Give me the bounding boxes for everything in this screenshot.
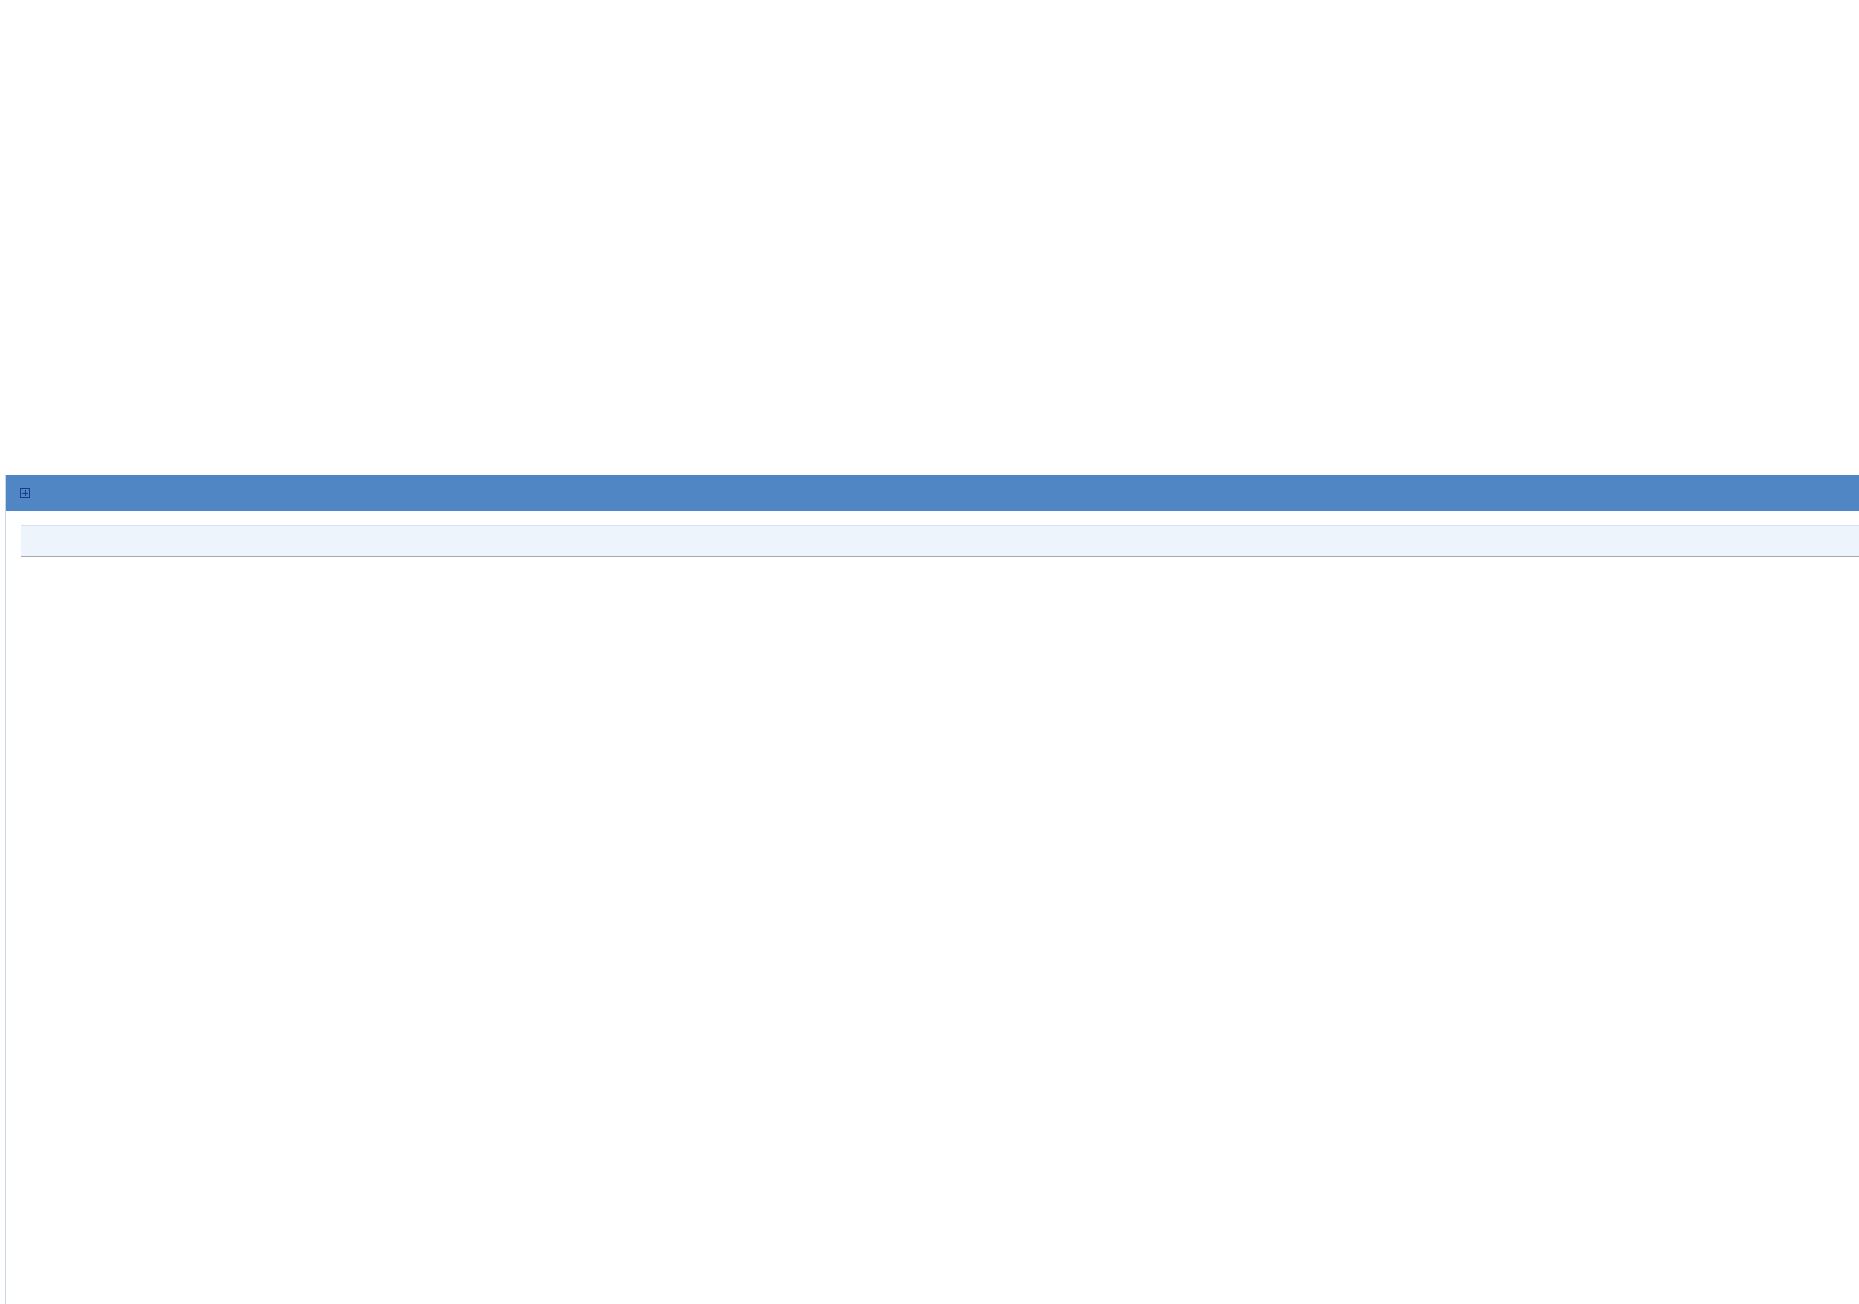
expand-icon[interactable] — [20, 488, 30, 498]
rows-section-header — [6, 475, 1859, 511]
rows-properties-table — [21, 525, 1859, 557]
table-header-row — [21, 525, 1859, 557]
rows-toggle-link[interactable] — [20, 488, 34, 498]
rows-section — [5, 475, 1859, 1304]
